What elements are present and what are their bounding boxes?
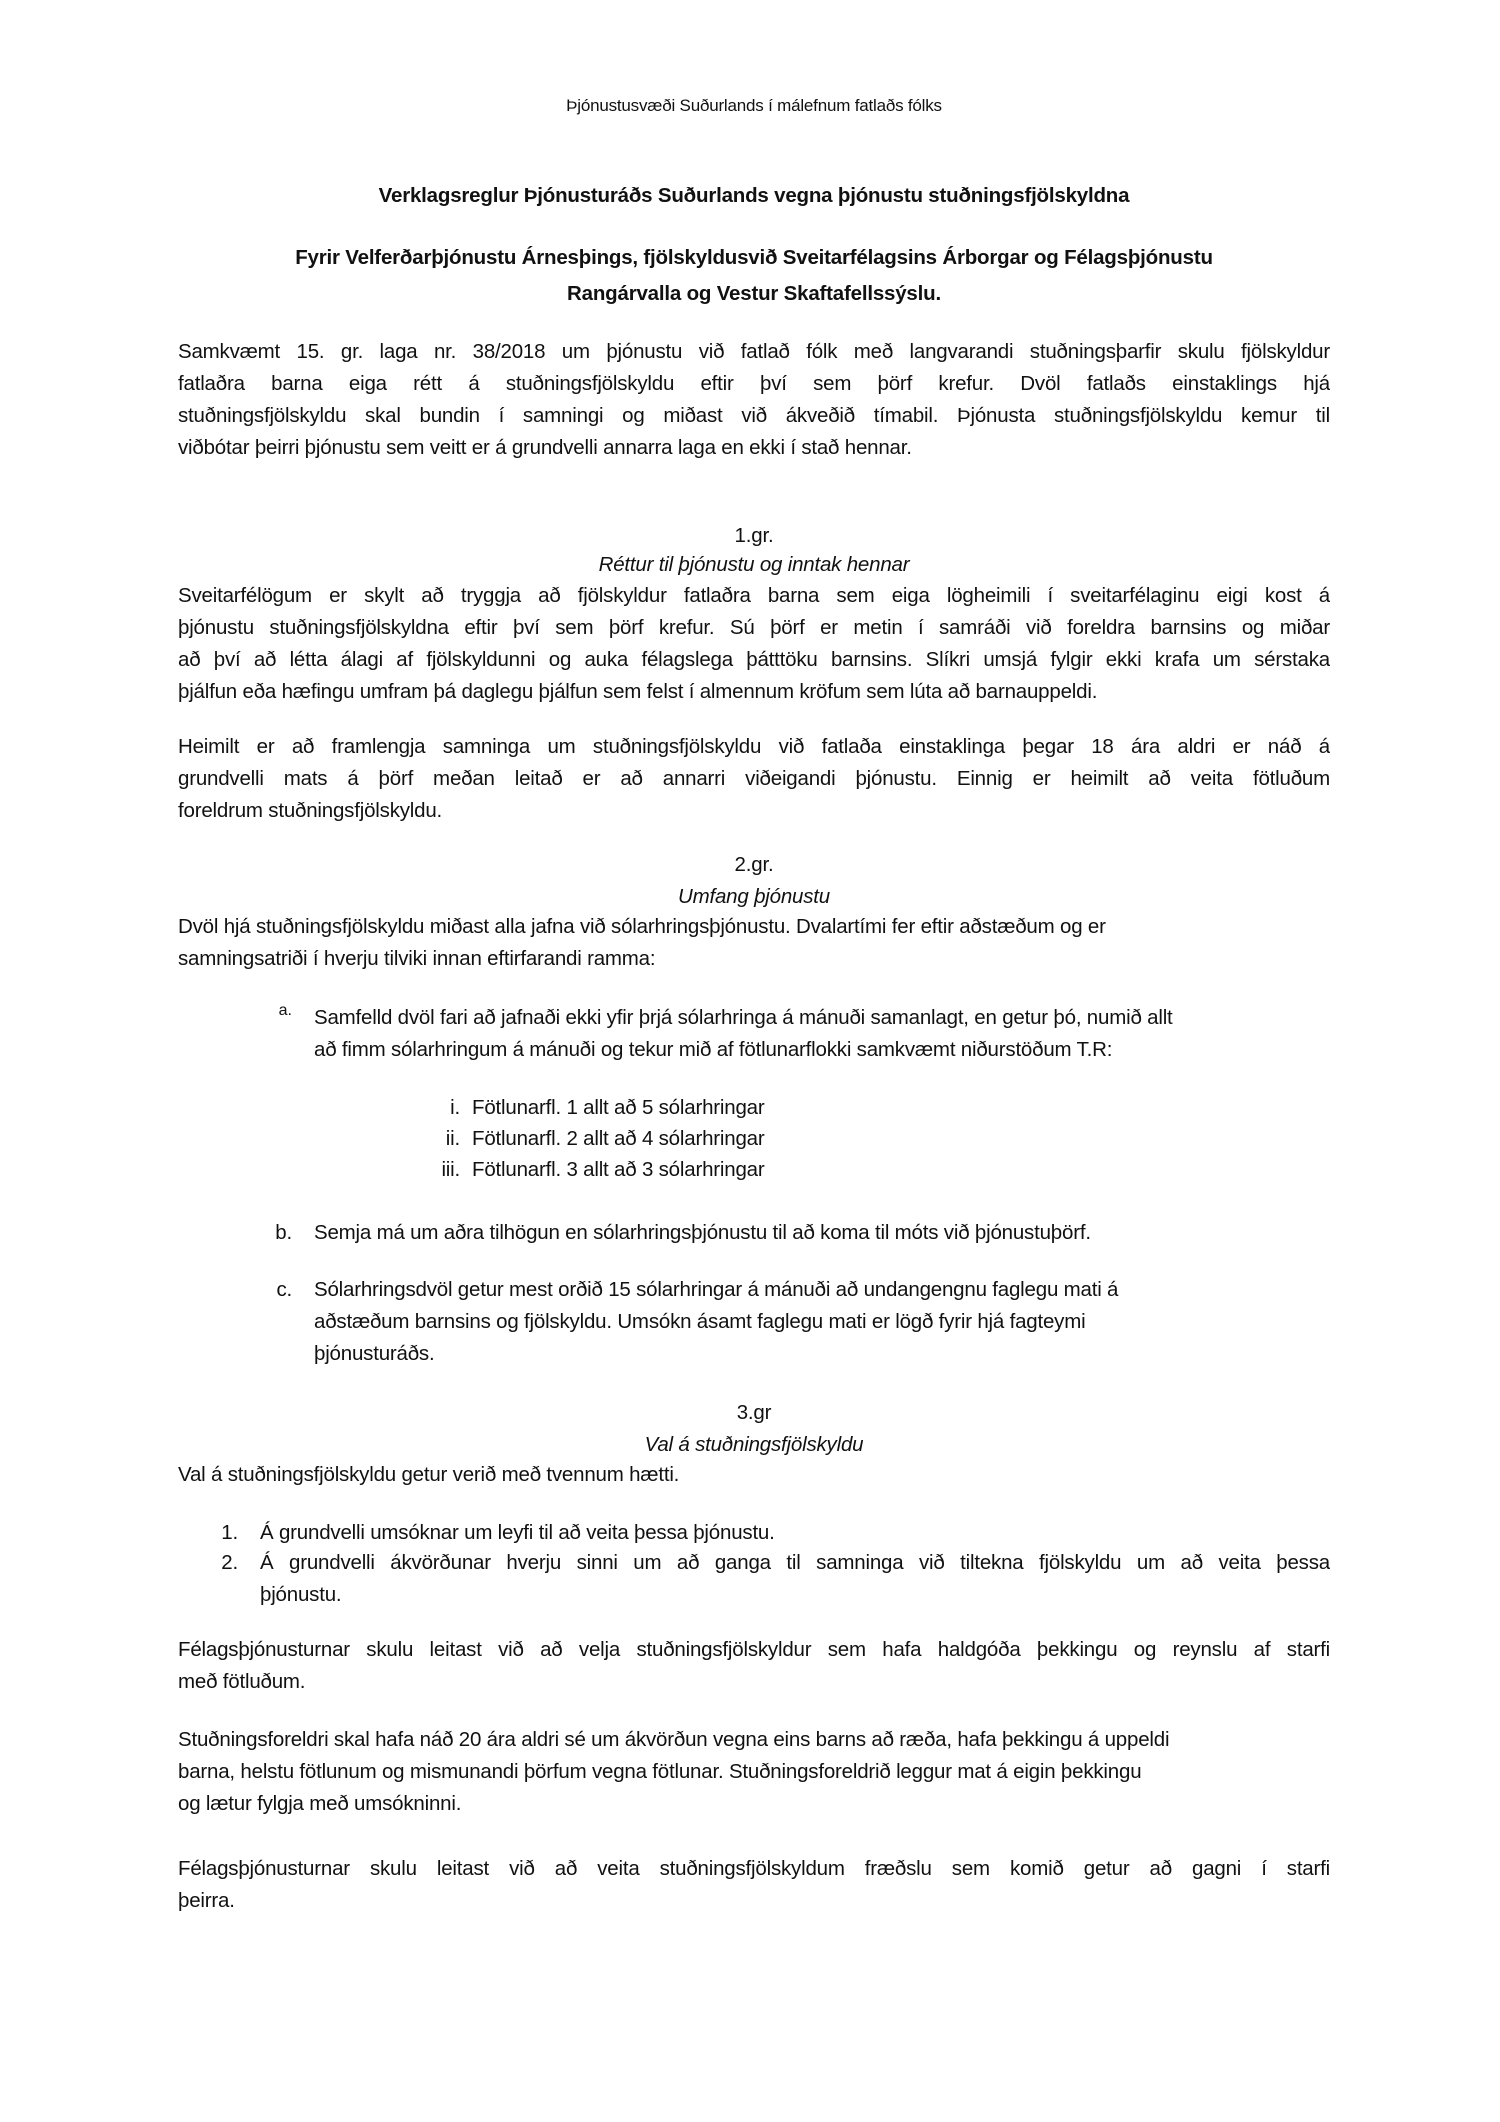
list-item-a: [260, 1002, 1330, 1066]
sub-list-item: [420, 1154, 1220, 1185]
section-3-intro: [178, 1459, 1330, 1491]
list-line: Fötlunarfl. 3 allt að 3 sólarhringar: [472, 1158, 765, 1181]
list-marker: c.: [276, 1278, 292, 1301]
subtitle-line: Fyrir Velferðarþjónustu Árnesþings, fjölskyldusvið Sveitarfélagsins Árborgar og Félagsþjónustu: [295, 246, 1213, 269]
list-line: þjónustu.: [260, 1583, 342, 1606]
sub-list-item: [420, 1123, 1220, 1154]
paragraph-line: samningsatriði í hverju tilviki innan eftirfarandi ramma:: [178, 947, 656, 970]
list-item-b: [260, 1217, 1330, 1249]
list-marker: iii.: [441, 1158, 460, 1181]
sub-list-item: [420, 1092, 1220, 1123]
list-line: Fötlunarfl. 2 allt að 4 sólarhringar: [472, 1127, 765, 1150]
section-number: 2.gr.: [734, 853, 774, 876]
paragraph-line: og lætur fylgja með umsókninni.: [178, 1792, 462, 1815]
section-heading: Umfang þjónustu: [678, 885, 830, 908]
paragraph-line: að því að létta álagi af fjölskyldunni og auka félagslega þátttöku barnsins. Slíkri umsjá fylgir ekki krafa um sérstaka: [178, 648, 1330, 671]
section-heading: Val á stuðningsfjölskyldu: [644, 1433, 864, 1456]
list-item-2: [206, 1547, 1330, 1611]
list-marker: a.: [278, 1002, 292, 1019]
intro-paragraph: [178, 336, 1330, 464]
list-line: Fötlunarfl. 1 allt að 5 sólarhringar: [472, 1096, 765, 1119]
list-marker: b.: [275, 1221, 292, 1244]
paragraph-line: þjálfun eða hæfingu umfram þá daglegu þjálfun sem felst í almennum kröfum sem lúta að barnauppeldi.: [178, 680, 1098, 703]
section-number: 3.gr: [736, 1401, 772, 1424]
paragraph-line: barna, helstu fötlunum og mismunandi þörfum vegna fötlunar. Stuðningsforeldrið leggur mat á eigin þekkingu: [178, 1760, 1142, 1783]
section-heading: Réttur til þjónustu og inntak hennar: [598, 553, 910, 576]
list-line: Á grundvelli ákvörðunar hverju sinni um að ganga til samninga við tiltekna fjölskyldu um að veita þessa: [260, 1551, 1330, 1574]
title-text: Verklagsreglur Þjónusturáðs Suðurlands vegna þjónustu stuðningsfjölskyldna: [378, 184, 1130, 207]
paragraph-line: Stuðningsforeldri skal hafa náð 20 ára aldri sé um ákvörðun vegna eins barns að ræða, hafa þekkingu á uppeldi: [178, 1728, 1170, 1751]
section-2-header: [178, 849, 1330, 913]
list-line: Á grundvelli umsóknar um leyfi til að veita þessa þjónustu.: [260, 1521, 775, 1544]
list-item-c: [260, 1274, 1330, 1370]
list-line: að fimm sólarhringum á mánuði og tekur mið af fötlunarflokki samkvæmt niðurstöðum T.R:: [314, 1038, 1113, 1061]
paragraph-line: grundvelli mats á þörf meðan leitað er að annarri viðeigandi þjónustu. Einnig er heimilt að veita fötluðum: [178, 767, 1330, 790]
paragraph-line: Dvöl hjá stuðningsfjölskyldu miðast alla jafna við sólarhringsþjónustu. Dvalartími fer eftir aðstæðum og er: [178, 915, 1106, 938]
paragraph-line: þjónustu stuðningsfjölskyldna eftir því sem þörf krefur. Sú þörf er metin í samráði við foreldra barnsins og miðar: [178, 616, 1330, 639]
paragraph-line: Samkvæmt 15. gr. laga nr. 38/2018 um þjónustu við fatlað fólk með langvarandi stuðningsþarfir skulu fjölskyldur: [178, 340, 1330, 363]
paragraph-line: með fötluðum.: [178, 1670, 306, 1693]
list-line: Sólarhringsdvöl getur mest orðið 15 sólarhringar á mánuði að undangengnu faglegu mati á: [314, 1278, 1119, 1301]
list-line: Samfelld dvöl fari að jafnaði ekki yfir þrjá sólarhringa á mánuði samanlagt, en getur þó, numið allt: [314, 1006, 1173, 1029]
paragraph-line: viðbótar þeirri þjónustu sem veitt er á grundvelli annarra laga en ekki í stað hennar.: [178, 436, 912, 459]
section-3-header: [178, 1397, 1330, 1461]
paragraph-line: stuðningsfjölskyldu skal bundin í samningi og miðast við ákveðið tímabil. Þjónusta stuðningsfjölskyldu kemur til: [178, 404, 1330, 427]
paragraph-line: Félagsþjónusturnar skulu leitast við að veita stuðningsfjölskyldum fræðslu sem komið getur að gagni í starfi: [178, 1857, 1330, 1880]
list-marker: i.: [450, 1096, 460, 1119]
section-1-paragraph-2: [178, 731, 1330, 827]
list-line: þjónusturáðs.: [314, 1342, 435, 1365]
paragraph-line: þeirra.: [178, 1889, 235, 1912]
paragraph-line: foreldrum stuðningsfjölskyldu.: [178, 799, 443, 822]
section-1-header: [178, 520, 1330, 581]
section-2-paragraph-1: [178, 911, 1330, 975]
paragraph-line: Félagsþjónusturnar skulu leitast við að velja stuðningsfjölskyldur sem hafa haldgóða þekkingu og reynslu af starfi: [178, 1638, 1330, 1661]
paragraph-line: Val á stuðningsfjölskyldu getur verið með tvennum hætti.: [178, 1463, 680, 1486]
running-header: [178, 90, 1330, 122]
section-3-paragraph-1: [178, 1634, 1330, 1698]
paragraph-line: Heimilt er að framlengja samninga um stuðningsfjölskyldu við fatlaða einstaklinga þegar 18 ára aldri er náð á: [178, 735, 1330, 758]
list-marker: ii.: [445, 1127, 460, 1150]
running-header-text: Þjónustusvæði Suðurlands í málefnum fatlaðs fólks: [566, 96, 942, 115]
paragraph-line: Sveitarfélögum er skylt að tryggja að fjölskyldur fatlaðra barna sem eiga lögheimili í sveitarfélaginu eigi kost á: [178, 584, 1330, 607]
paragraph-line: fatlaðra barna eiga rétt á stuðningsfjölskyldu eftir því sem þörf krefur. Dvöl fatlaðs einstaklings hjá: [178, 372, 1330, 395]
sub-list: [420, 1092, 1220, 1185]
document-subtitle: [178, 240, 1330, 312]
section-3-paragraph-3: [178, 1853, 1330, 1917]
list-marker: 1.: [221, 1521, 238, 1544]
list-line: Semja má um aðra tilhögun en sólarhringsþjónustu til að koma til móts við þjónustuþörf.: [314, 1221, 1091, 1244]
section-number: 1.gr.: [734, 524, 774, 547]
list-marker: 2.: [221, 1551, 238, 1574]
subtitle-line: Rangárvalla og Vestur Skaftafellssýslu.: [567, 282, 941, 305]
section-1-paragraph-1: [178, 580, 1330, 708]
section-3-paragraph-2: [178, 1724, 1330, 1820]
list-item-1: [206, 1517, 1330, 1549]
document-title: [178, 180, 1330, 212]
list-line: aðstæðum barnsins og fjölskyldu. Umsókn ásamt faglegu mati er lögð fyrir hjá fagteymi: [314, 1310, 1086, 1333]
